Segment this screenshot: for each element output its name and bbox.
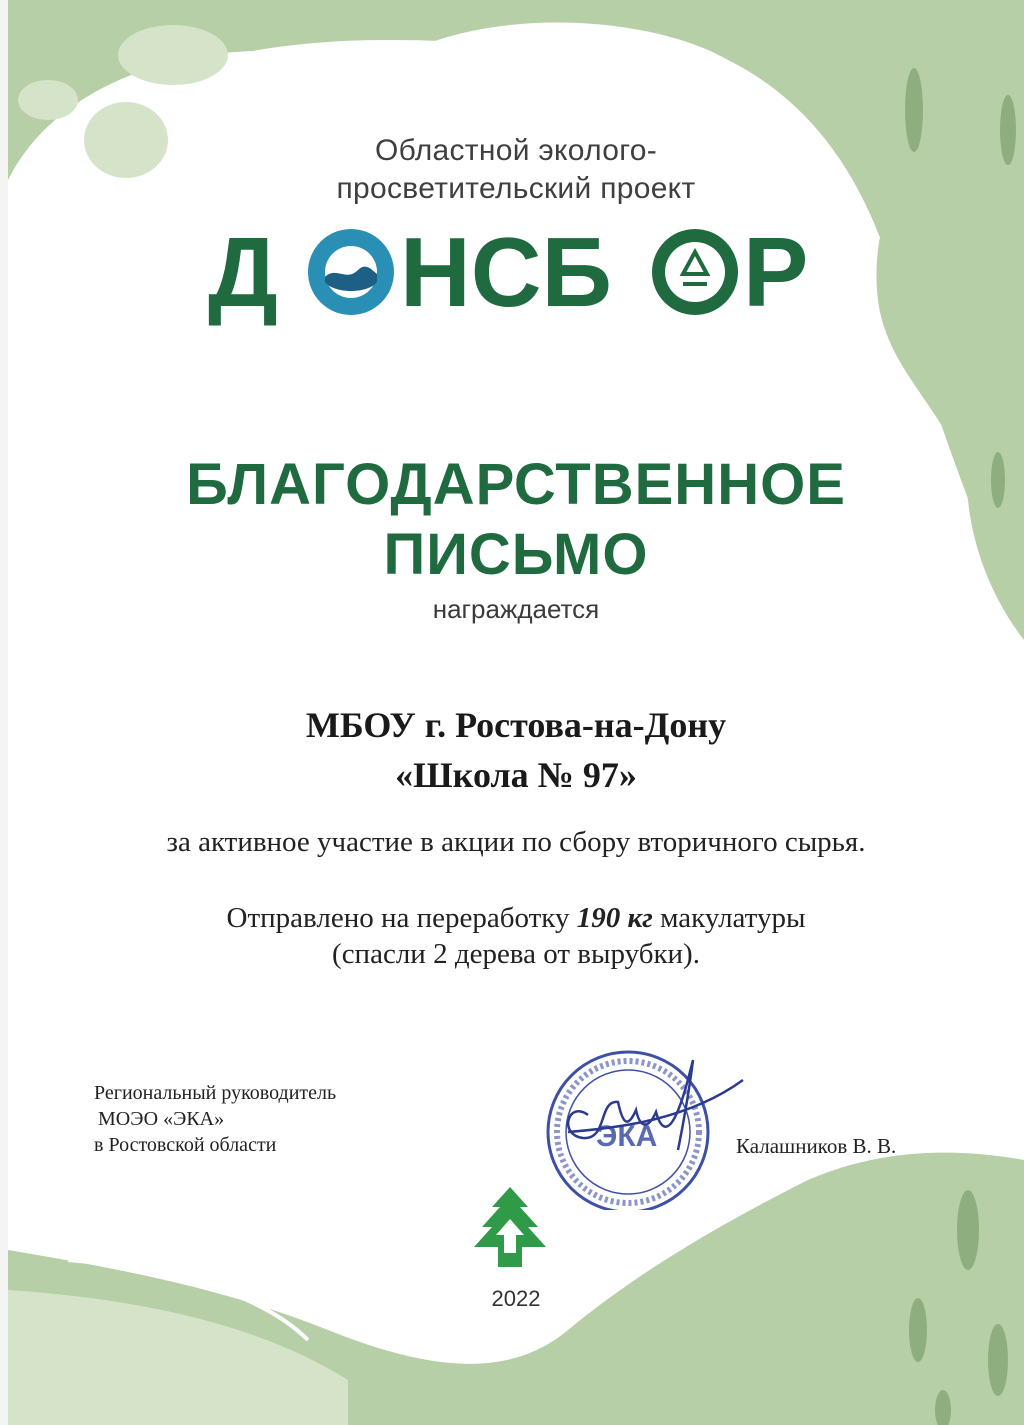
page-edge [0, 0, 8, 1425]
recipient [8, 700, 1024, 800]
svg-text:ЭКА: ЭКА [596, 1120, 658, 1153]
signer-role [94, 1080, 336, 1158]
result-suffix: макулатуры [652, 902, 806, 934]
logo-letters-2: НСБ [400, 222, 612, 327]
logo-letters-1: Д [208, 222, 278, 327]
logo-letters-3: Р [743, 222, 809, 327]
title-line-2: ПИСЬМО [383, 522, 649, 587]
role-line-3: в Ростовской области [94, 1134, 277, 1156]
certificate-page [8, 0, 1024, 1425]
awarded-label: награждается [432, 594, 600, 624]
project-line-1: Областной эколого- [374, 134, 658, 167]
recycle-icon [652, 229, 738, 315]
recipient-line-2: «Школа № 97» [395, 755, 637, 795]
tree-arrow-icon [470, 1185, 550, 1270]
title-line-1: БЛАГОДАРСТВЕННОЕ [186, 452, 846, 517]
result-text [8, 900, 1024, 972]
water-wave-icon [308, 229, 394, 315]
result-prefix: Отправлено на переработку [226, 902, 577, 934]
project-line-2: просветительский проект [336, 172, 696, 205]
result-line-2: (спасли 2 дерева от вырубки). [332, 938, 700, 970]
project-description [8, 132, 1024, 208]
donsbor-logo [208, 222, 818, 332]
signer-name: Калашников В. В. [736, 1134, 897, 1158]
result-line-1 [8, 900, 1024, 936]
year-label: 2022 [491, 1286, 541, 1311]
certificate-title [8, 450, 1024, 590]
role-line-1: Региональный руководитель [94, 1082, 337, 1104]
role-line-2: МОЭО «ЭКА» [98, 1108, 225, 1130]
recipient-line-1: МБОУ г. Ростова-на-Дону [305, 705, 727, 745]
reason-text: за активное участие в акции по сбору вторичного сырья. [166, 826, 866, 858]
result-amount: 190 кг [576, 902, 653, 934]
stamp-and-signature [528, 1040, 748, 1210]
